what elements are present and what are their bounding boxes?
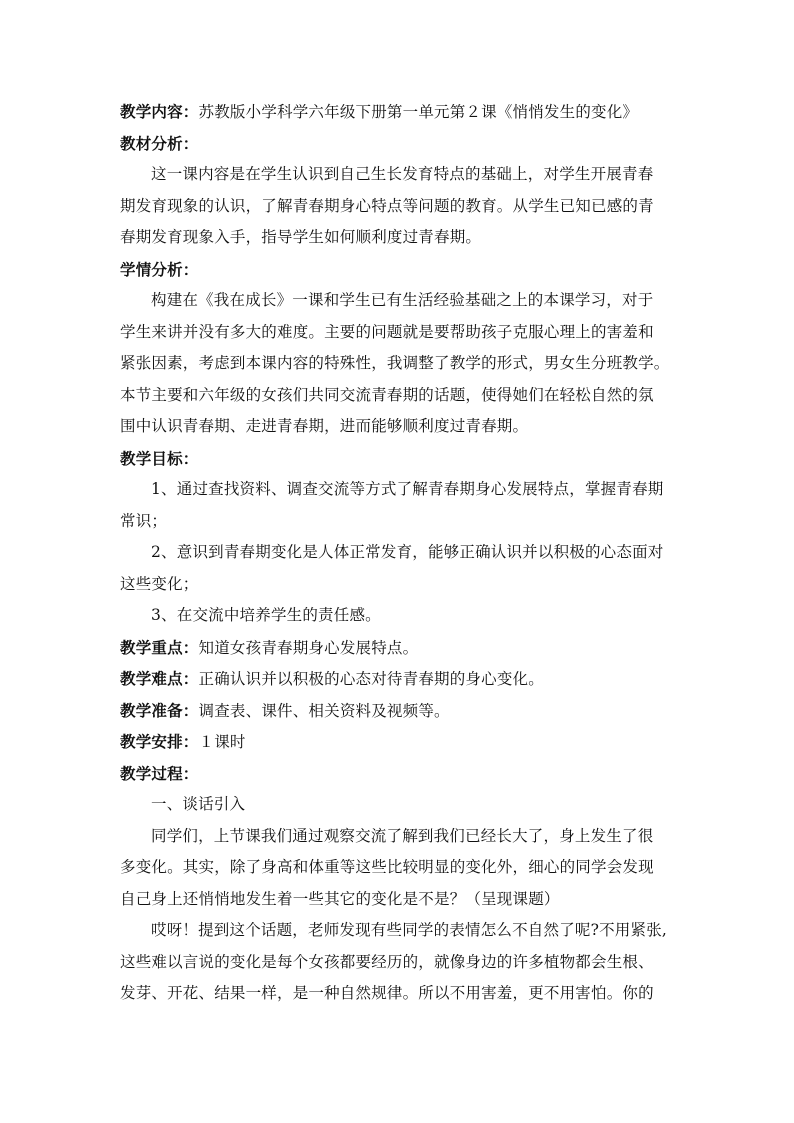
teaching-content-text: 苏教版小学科学六年级下册第一单元第２课《悄悄发生的变化》 xyxy=(198,103,639,121)
paragraph-line: 发芽、开花、结果一样，是一种自然规律。所以不用害羞，更不用害怕。你的 xyxy=(120,984,654,1002)
schedule-row xyxy=(120,726,680,758)
preparation-label: 教学准备： xyxy=(120,700,199,720)
paragraph-line: 多变化。其实，除了身高和体重等这些比较明显的变化外，细心的同学会发现 xyxy=(120,858,654,876)
student-analysis-label: 学情分析： xyxy=(120,259,199,279)
objective-line: 这些变化； xyxy=(120,574,199,593)
paragraph-line: 本节主要和六年级的女孩们共同交流青春期的话题，使得她们在轻松自然的氛 xyxy=(120,385,654,404)
key-point-label: 教学重点： xyxy=(120,637,199,657)
paragraph-line: 学生来讲并没有多大的难度。主要的问题就是要帮助孩子克服心理上的害羞和 xyxy=(120,322,654,341)
process-heading xyxy=(120,758,680,790)
key-point-row xyxy=(120,632,680,664)
preparation-row xyxy=(120,695,680,727)
schedule-text: １课时 xyxy=(198,733,246,751)
document-page xyxy=(120,96,680,1010)
paragraph-line: 同学们，上节课我们通过观察交流了解到我们已经长大了，身上发生了很 xyxy=(151,826,654,845)
student-analysis-heading xyxy=(120,254,680,286)
schedule-label: 教学安排： xyxy=(120,732,199,751)
paragraph-line: 围中认识青春期、走进青春期，进而能够顺利度过青春期。 xyxy=(120,417,529,435)
paragraph-line: 紧张因素，考虑到本课内容的特殊性，我调整了教学的形式，男女生分班教学。 xyxy=(120,354,670,372)
objective-line: 3、在交流中培养学生的责任感。 xyxy=(151,606,381,624)
paragraph-line: 这一课内容是在学生认识到自己生长发育特点的基础上，对学生开展青春 xyxy=(151,165,654,183)
objective-line: 常识； xyxy=(120,511,168,530)
objective-line: 1、通过查找资料、调查交流等方式了解青春期身心发展特点，掌握青春期 xyxy=(151,480,664,498)
process-section-title: 一、谈话引入 xyxy=(151,795,246,813)
paragraph-line: 哎呀！提到这个话题，老师发现有些同学的表情怎么不自然了呢?不用紧张, xyxy=(151,921,668,939)
difficulty-label: 教学难点： xyxy=(120,669,199,688)
teaching-content-label: 教学内容： xyxy=(120,102,199,121)
paragraph-line: 期发育现象的认识，了解青春期身心特点等问题的教育。从学生已知已感的青 xyxy=(120,196,654,215)
paragraph-line: 构建在《我在成长》一课和学生已有生活经验基础之上的本课学习，对于 xyxy=(151,291,654,309)
difficulty-row xyxy=(120,663,680,695)
material-analysis-label: 教材分析： xyxy=(120,133,199,153)
teaching-content-row xyxy=(120,96,680,128)
paragraph-line: 自己身上还悄悄地发生着一些其它的变化是不是？（呈现课题） xyxy=(120,889,560,908)
paragraph-line: 这些难以言说的变化是每个女孩都要经历的，就像身边的许多植物都会生根、 xyxy=(120,952,654,971)
objectives-label: 教学目标： xyxy=(120,448,199,468)
key-point-text: 知道女孩青春期身心发展特点。 xyxy=(198,638,419,657)
paragraph-line: 春期发育现象入手，指导学生如何顺利度过青春期。 xyxy=(120,228,482,246)
objectives-heading xyxy=(120,443,680,475)
difficulty-text: 正确认识并以积极的心态对待青春期的身心变化。 xyxy=(198,670,544,688)
process-label: 教学过程： xyxy=(120,763,199,783)
preparation-text: 调查表、课件、相关资料及视频等。 xyxy=(198,701,450,720)
material-analysis-heading xyxy=(120,128,680,160)
objective-line: 2、意识到青春期变化是人体正常发育，能够正确认识并以积极的心态面对 xyxy=(151,543,664,561)
